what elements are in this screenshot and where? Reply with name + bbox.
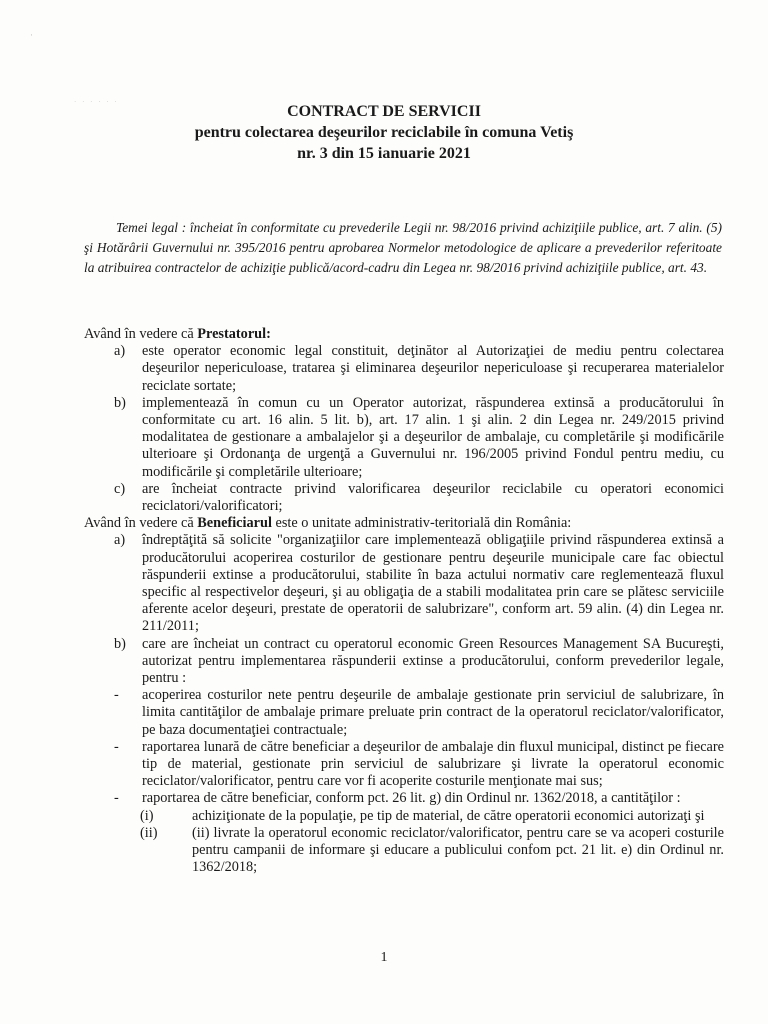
- scan-speck: ·: [30, 30, 33, 40]
- dash-item: - raportarea de către beneficiar, conform pct. 26 lit. g) din Ordinul nr. 1362/2018, a cantităţilor :: [114, 790, 681, 807]
- beneficiar-intro: Având în vedere că Beneficiarul este o unitate administrativ-teritorială din România:: [84, 515, 572, 532]
- title-line-2: pentru colectarea deşeurilor reciclabile în comuna Vetiş: [194, 124, 574, 141]
- title-line-3: nr. 3 din 15 ianuarie 2021: [297, 145, 471, 162]
- prestator-label: Prestatorul:: [197, 326, 271, 342]
- prestator-intro: Având în vedere că Prestatorul:: [84, 326, 271, 342]
- dash-item: - raportarea lunară de către beneficiar a deşeurilor de ambalaje din fluxul municipal, distinct pe fiecare tip de material, gestionate prin serviciul de salubrizare şi livrate la operatorul economic reciclator/valorificator, pentru care vor fi acoperite costurile menţionate mai sus;: [114, 738, 724, 790]
- scan-speck: · · · · · ·: [74, 98, 119, 106]
- prestator-item: c) are încheiat contracte privind valorificarea deşeurilor reciclabile cu operatori economici reciclatori/valorificatori;: [114, 480, 724, 515]
- page-number: 1: [380, 950, 388, 965]
- prestator-item: a) este operator economic legal constituit, deţinător al Autorizaţiei de mediu pentru colectarea deşeurilor nepericuloase, tratarea şi eliminarea deşeurilor nepericuloase şi recuperarea materialelor reciclate sortate;: [114, 343, 724, 394]
- beneficiar-item: a) îndreptăţită să solicite "organizaţiilor care implementează obligaţiile privind răspunderea extinsă a producătorului acoperirea costurilor de gestionare pentru deşeurile municipale care fac obiectul răspunderii extinse a producătorului, stabilite în baza actului normativ care reglementează fluxul specific al respectivelor deşeuri, şi au obligaţia de a stabili modalitatea prin care se plătesc serviciile aferente acelor deşeuri, prestate de operatorii de salubrizare", conform art. 59 alin. (4) din Legea nr. 211/2011;: [114, 532, 724, 635]
- legal-basis: Temei legal : încheiat în conformitate cu prevederile Legii nr. 98/2016 privind achiziţiile publice, art. 7 alin. (5) şi Hotărârii Guvernului nr. 395/2016 pentru aprobarea Normelor metodologice de aplicare a prevederilor referitoate la atribuirea contractelor de achiziţie publică/acord-cadru din Legea nr. 98/2016 privind achiziţiile publice, art. 43.: [84, 220, 722, 275]
- beneficiar-item: b) care are încheiat un contract cu operatorul economic Green Resources Management SA Bucureşti, autorizat pentru implementarea răspunderii extinse a producătorului, conform prevederilor legale, pentru :: [114, 635, 724, 687]
- beneficiar-label: Beneficiarul: [197, 515, 272, 532]
- roman-item: (ii) (ii) livrate la operatorul economic reciclator/valorificator, pentru care se va acoperi costurile pentru campanii de informare şi educare a publicului confom pct. 21 lit. e) din Ordinul nr. 1362/2018;: [140, 824, 724, 876]
- dash-item: - acoperirea costurilor nete pentru deşeurile de ambalaje gestionate prin serviciul de salubrizare, în limita cantităţilor de ambalaje primare preluate prin contract de la operatorul reciclator/valorificator, pe baza documentaţiei contractuale;: [114, 687, 724, 738]
- title-line-1: CONTRACT DE SERVICII: [287, 103, 481, 120]
- contract-body: [84, 326, 724, 877]
- prestator-item: b) implementează în comun cu un Operator autorizat, răspunderea extinsă a producătorului în conformitate cu art. 16 alin. 5 lit. b), art. 17 alin. 1 şi alin. 2 din Legea nr. 249/2015 privind modalitatea de gestionare a ambalajelor şi a deşeurilor de ambalaje, cu completările şi modificările ulterioare şi Ordonanţa de urgenţă a Guvernului nr. 196/2005 privind Fondul pentru mediu, cu modificările şi completările ulterioare;: [114, 394, 724, 480]
- roman-item: (i) achiziţionate de la populaţie, pe tip de material, de către operatorii economici autorizaţi şi: [140, 807, 705, 824]
- contract-title: [0, 101, 768, 164]
